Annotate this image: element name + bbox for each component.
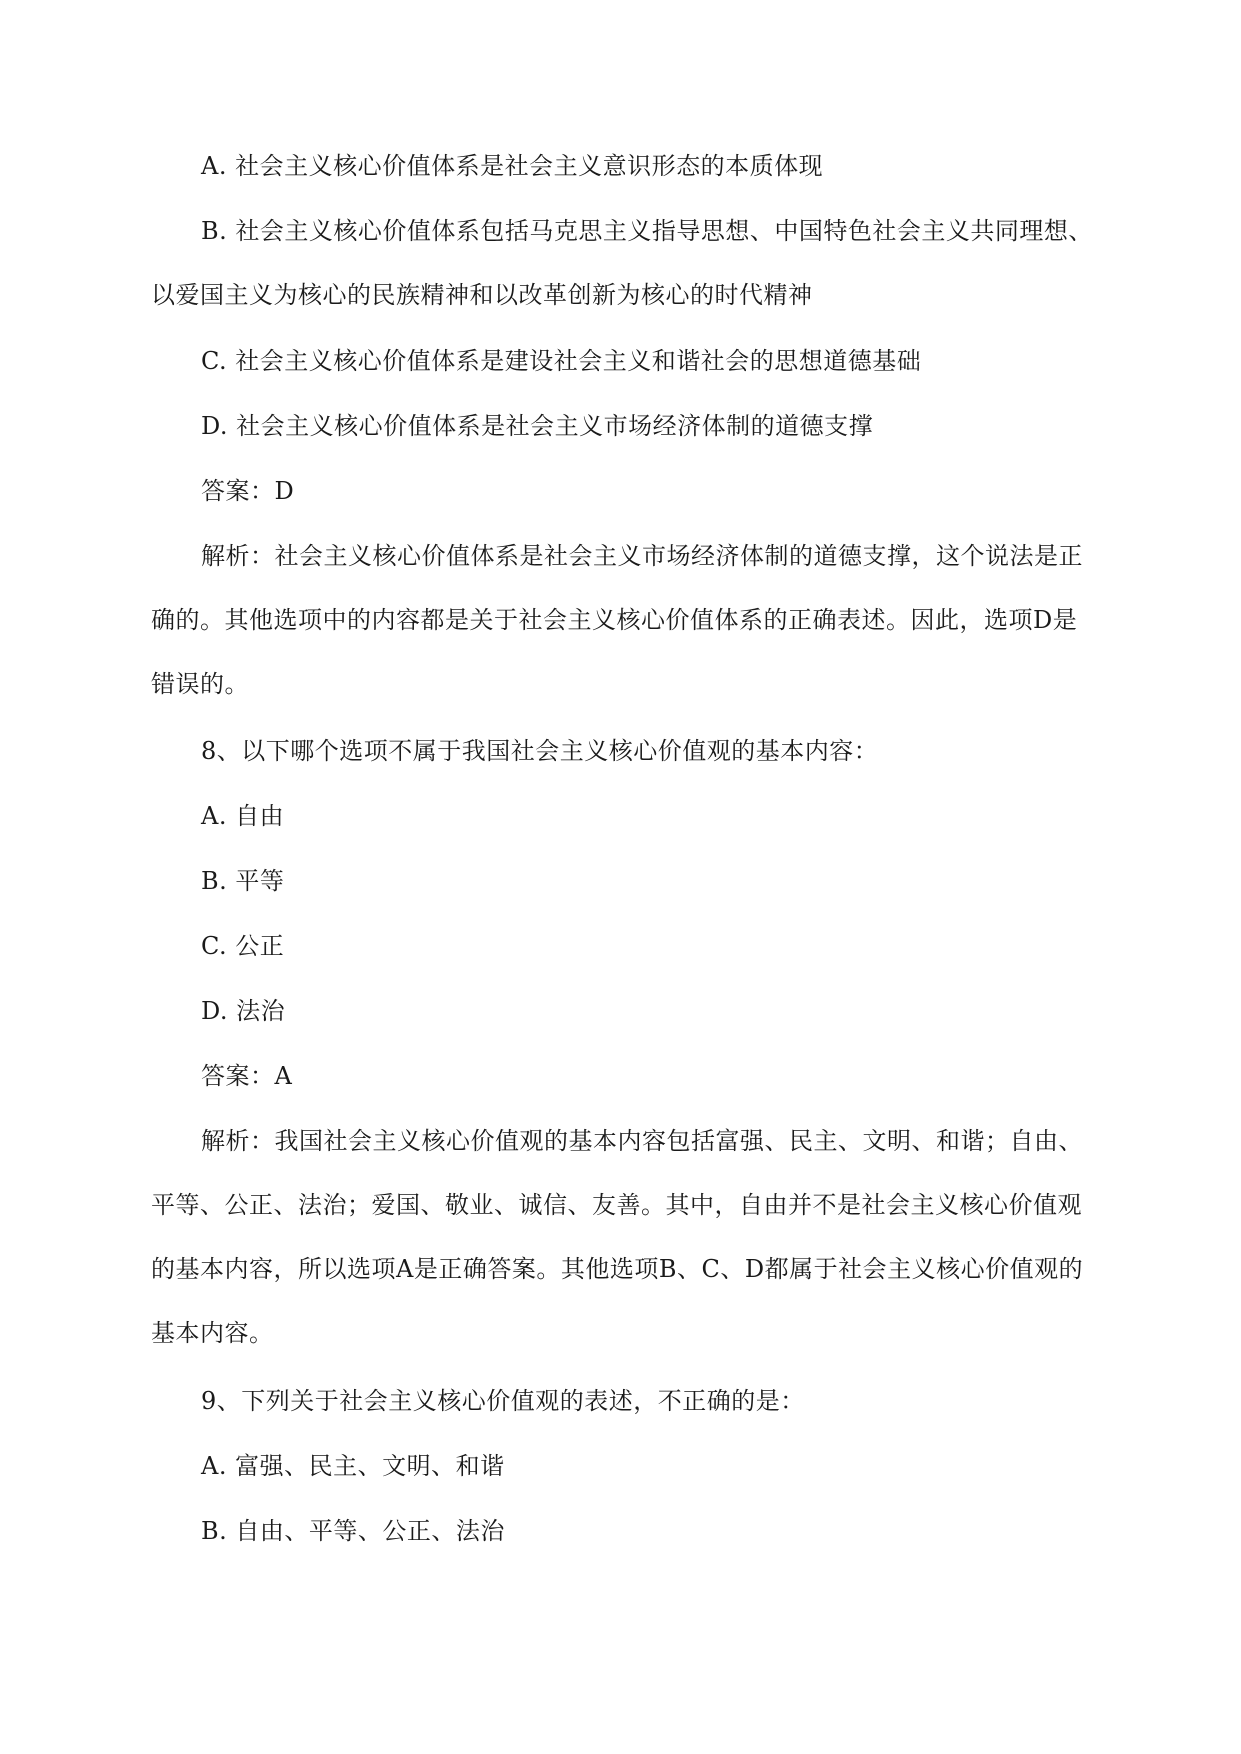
q8-option-b: B. 平等	[201, 867, 285, 895]
q7-option-b: B. 社会主义核心价值体系包括马克思主义指导思想、中国特色社会主义共同理想、以爱国主义为核心的民族精神和以改革创新为核心的时代精神	[151, 217, 1093, 309]
q8-option-c: C. 公正	[201, 932, 285, 960]
q7-option-a: A. 社会主义核心价值体系是社会主义意识形态的本质体现	[201, 152, 824, 180]
q8-answer: 答案：A	[201, 1062, 293, 1090]
q8-analysis: 解析：我国社会主义核心价值观的基本内容包括富强、民主、文明、和谐；自由、平等、公正、法治；爱国、敬业、诚信、友善。其中，自由并不是社会主义核心价值观的基本内容，所以选项A是正确答案。其他选项B、C、D都属于社会主义核心价值观的基本内容。	[151, 1127, 1084, 1347]
q8-question: 8、以下哪个选项不属于我国社会主义核心价值观的基本内容：	[201, 737, 879, 765]
q7-option-c: C. 社会主义核心价值体系是建设社会主义和谐社会的思想道德基础	[201, 347, 922, 375]
q8-option-d: D. 法治	[201, 997, 286, 1025]
q8-option-a: A. 自由	[201, 802, 285, 830]
q7-option-d: D. 社会主义核心价值体系是社会主义市场经济体制的道德支撑	[201, 412, 874, 440]
q9-option-a: A. 富强、民主、文明、和谐	[201, 1452, 505, 1480]
q7-analysis: 解析：社会主义核心价值体系是社会主义市场经济体制的道德支撑，这个说法是正确的。其他选项中的内容都是关于社会主义核心价值体系的正确表述。因此，选项D是错误的。	[151, 542, 1083, 698]
q9-question: 9、下列关于社会主义核心价值观的表述，不正确的是：	[201, 1387, 805, 1415]
q7-answer: 答案：D	[201, 477, 295, 505]
q9-option-b: B. 自由、平等、公正、法治	[201, 1517, 505, 1545]
